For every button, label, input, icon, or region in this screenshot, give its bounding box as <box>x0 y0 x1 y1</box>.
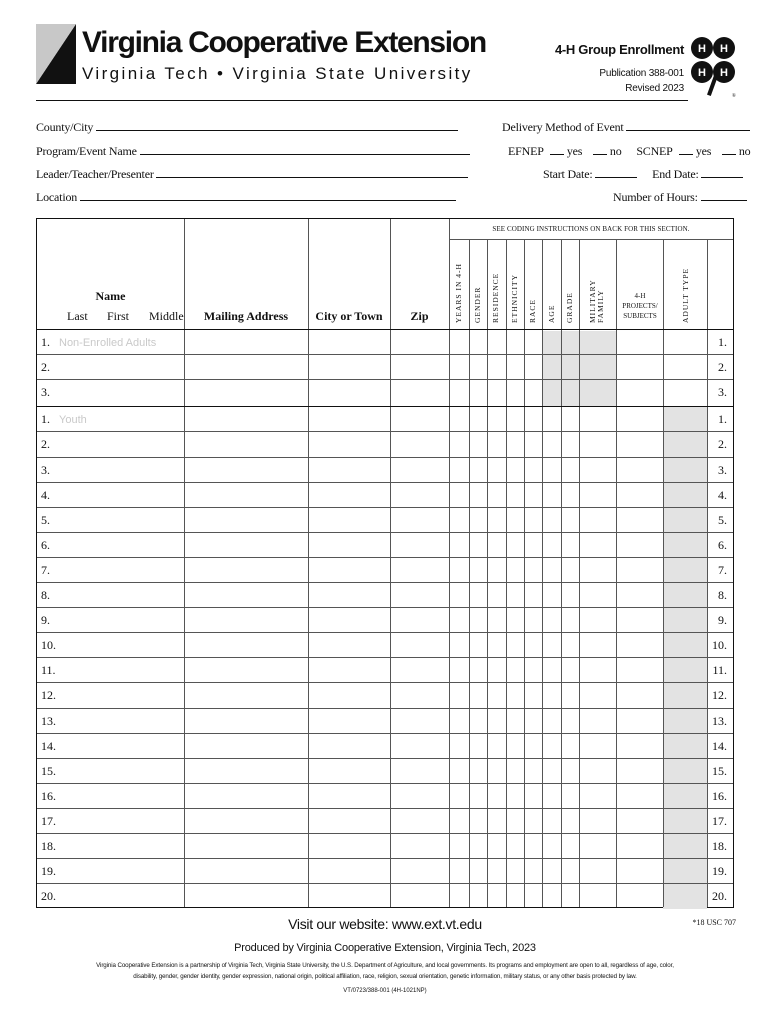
youth-row-number-right: 19. <box>712 864 727 879</box>
svg-text:H: H <box>720 67 728 79</box>
publication-code: VT/0723/388-001 (4H-1021NP) <box>343 988 427 994</box>
youth-row-number: 12. <box>41 688 56 703</box>
youth-row-number-right: 1. <box>718 412 727 427</box>
location-field[interactable] <box>36 189 456 205</box>
location-input[interactable] <box>80 189 456 201</box>
name-header: Name <box>95 289 126 303</box>
leader-input[interactable] <box>156 166 468 178</box>
youth-row-number-right: 18. <box>712 839 727 853</box>
county-city-input[interactable] <box>96 119 458 131</box>
residence-header: RESIDENCE <box>491 272 500 323</box>
4h-clover-icon <box>690 34 736 98</box>
efnep-scnep-row <box>508 143 750 159</box>
adult-section-label: Non-Enrolled Adults <box>59 337 157 349</box>
scnep-label: SCNEP <box>636 144 673 158</box>
start-date-label: Start Date: <box>543 167 593 181</box>
youth-row-number: 18. <box>41 839 56 853</box>
adult-row-number-right: 3. <box>718 385 727 400</box>
youth-row-number: 20. <box>41 889 56 904</box>
youth-row-number-right: 12. <box>712 688 727 703</box>
row-divider <box>37 354 733 355</box>
zip-header: Zip <box>410 309 429 323</box>
svg-text:H: H <box>698 67 706 79</box>
youth-row-number: 2. <box>41 437 50 452</box>
race-header: RACE <box>528 298 537 323</box>
publication-info <box>599 66 684 96</box>
disclaimer: Virginia Cooperative Extension is a partnership of Virginia Tech, Virginia State University, the U.S. Department of Agriculture, and local governments. Its programs and employment are open to all, regardless of age, color, disability, gender, gender identity, gender expression, national origin, political affiliation, race, religion, sexual orientation, genetic information, military status, or any other basis protected by law. <box>96 962 674 980</box>
years-header: YEARS IN 4-H <box>454 263 463 323</box>
efnep-yes: yes <box>566 144 583 158</box>
brand-subtitle: Virginia Tech • Virginia State University <box>82 64 473 83</box>
youth-row-number-right: 20. <box>712 889 727 904</box>
row-divider <box>37 883 733 884</box>
scnep-no: no <box>738 144 751 158</box>
youth-row-number-right: 15. <box>712 763 727 778</box>
row-divider <box>37 457 733 458</box>
youth-row-number: 16. <box>41 788 56 803</box>
row-divider <box>37 329 733 330</box>
dates-row <box>543 166 743 182</box>
efnep-label: EFNEP <box>508 144 544 158</box>
last-header: Last <box>67 309 88 323</box>
age-header: AGE <box>547 304 556 323</box>
program-name-input[interactable] <box>140 143 470 155</box>
youth-row-number-right: 9. <box>718 613 727 628</box>
scnep-no-blank[interactable] <box>722 143 736 155</box>
hours-input[interactable] <box>701 189 747 201</box>
coding-note: SEE CODING INSTRUCTIONS ON BACK FOR THIS SECTION. <box>492 225 690 233</box>
youth-row-number: 9. <box>41 613 50 628</box>
row-divider <box>37 482 733 483</box>
row-divider <box>37 682 733 683</box>
youth-row-number: 4. <box>41 487 50 502</box>
row-divider <box>37 708 733 709</box>
location-label: Location <box>36 190 78 204</box>
youth-row-number: 7. <box>41 562 50 577</box>
youth-row-number-right: 4. <box>718 487 727 502</box>
row-divider <box>37 783 733 784</box>
adult-row-number: 2. <box>41 360 50 375</box>
publication-number: Publication 388-001 <box>599 68 684 79</box>
youth-row-number-right: 3. <box>718 462 727 477</box>
adult-type-header: ADULT TYPE <box>681 267 690 323</box>
military-header: MILITARY FAMILY <box>588 279 605 323</box>
svg-text:®: ® <box>732 94 736 98</box>
youth-row-number: 13. <box>41 713 56 728</box>
youth-row-number: 5. <box>41 512 50 527</box>
efnep-no: no <box>609 144 622 158</box>
hours-label: Number of Hours: <box>613 190 698 204</box>
program-name-label: Program/Event Name <box>36 144 137 158</box>
form-title: 4-H Group Enrollment <box>554 42 684 57</box>
youth-row-number-right: 13. <box>712 713 727 728</box>
header-rule <box>36 100 688 101</box>
youth-row-number: 6. <box>41 537 50 552</box>
youth-row-number-right: 7. <box>718 562 727 577</box>
ethnicity-header: ETHNICITY <box>510 274 519 323</box>
end-date-label: End Date: <box>652 167 699 181</box>
delivery-input[interactable] <box>626 119 750 131</box>
leader-label: Leader/Teacher/Presenter <box>36 167 154 181</box>
first-header: First <box>107 309 130 323</box>
row-divider <box>37 406 733 407</box>
youth-row-number: 11. <box>41 663 56 678</box>
youth-row-number-right: 11. <box>712 663 727 678</box>
row-divider <box>37 808 733 809</box>
youth-row-number: 3. <box>41 462 50 477</box>
county-city-label: County/City <box>36 120 94 134</box>
youth-row-number: 1. <box>41 412 50 427</box>
scnep-yes-blank[interactable] <box>679 143 693 155</box>
hours-field[interactable] <box>613 189 747 205</box>
gender-header: GENDER <box>473 286 482 323</box>
produced-by: Produced by Virginia Cooperative Extension, Virginia Tech, 2023 <box>234 942 536 954</box>
youth-row-number-right: 5. <box>718 512 727 527</box>
youth-row-number: 8. <box>41 588 50 602</box>
vce-logo-icon <box>36 24 76 84</box>
youth-row-number-right: 10. <box>712 638 727 653</box>
row-divider <box>37 507 733 508</box>
row-divider <box>37 379 733 380</box>
adult-row-number-right: 2. <box>718 360 727 375</box>
efnep-no-blank[interactable] <box>593 143 607 155</box>
grade-header: GRADE <box>565 292 574 323</box>
svg-text:H: H <box>698 43 706 55</box>
svg-text:H: H <box>720 43 728 55</box>
start-date-input[interactable] <box>595 166 637 178</box>
youth-row-number: 19. <box>41 864 56 879</box>
program-name-field[interactable] <box>36 143 470 159</box>
city-header: City or Town <box>315 309 383 323</box>
brand-title: Virginia Cooperative Extension <box>82 26 486 59</box>
county-city-field[interactable] <box>36 119 458 135</box>
projects-header: 4-H PROJECTS/ SUBJECTS <box>622 292 658 320</box>
row-divider <box>37 557 733 558</box>
youth-row-number: 14. <box>41 738 56 753</box>
youth-row-number: 15. <box>41 763 56 778</box>
row-divider <box>37 632 733 633</box>
delivery-label: Delivery Method of Event <box>502 120 624 134</box>
mailing-header: Mailing Address <box>203 309 289 323</box>
adult-row-number: 1. <box>41 335 50 349</box>
row-divider <box>37 733 733 734</box>
delivery-field[interactable] <box>502 119 750 135</box>
efnep-yes-blank[interactable] <box>550 143 564 155</box>
row-divider <box>37 582 733 583</box>
row-divider <box>37 607 733 608</box>
middle-header: Middle <box>149 309 184 323</box>
youth-row-number-right: 16. <box>712 788 727 803</box>
row-divider <box>37 431 733 432</box>
row-divider <box>37 532 733 533</box>
row-divider <box>37 858 733 859</box>
youth-row-number: 17. <box>41 813 56 828</box>
youth-row-number-right: 14. <box>712 738 727 753</box>
youth-row-number-right: 17. <box>712 813 727 828</box>
adult-row-number: 3. <box>41 385 50 400</box>
youth-row-number-right: 6. <box>718 537 727 552</box>
leader-field[interactable] <box>36 166 468 182</box>
enrollment-table <box>36 218 734 908</box>
usc-note: *18 USC 707 <box>692 918 736 927</box>
row-divider <box>37 657 733 658</box>
end-date-input[interactable] <box>701 166 743 178</box>
youth-row-number: 10. <box>41 638 56 653</box>
row-divider <box>37 833 733 834</box>
youth-row-number-right: 2. <box>718 437 727 452</box>
scnep-yes: yes <box>695 144 712 158</box>
youth-section-label: Youth <box>59 414 87 427</box>
youth-row-number-right: 8. <box>718 588 727 602</box>
revised-date: Revised 2023 <box>625 83 684 94</box>
adult-row-number-right: 1. <box>718 335 727 349</box>
row-divider <box>37 758 733 759</box>
website-text: Visit our website: www.ext.vt.edu <box>288 916 482 932</box>
